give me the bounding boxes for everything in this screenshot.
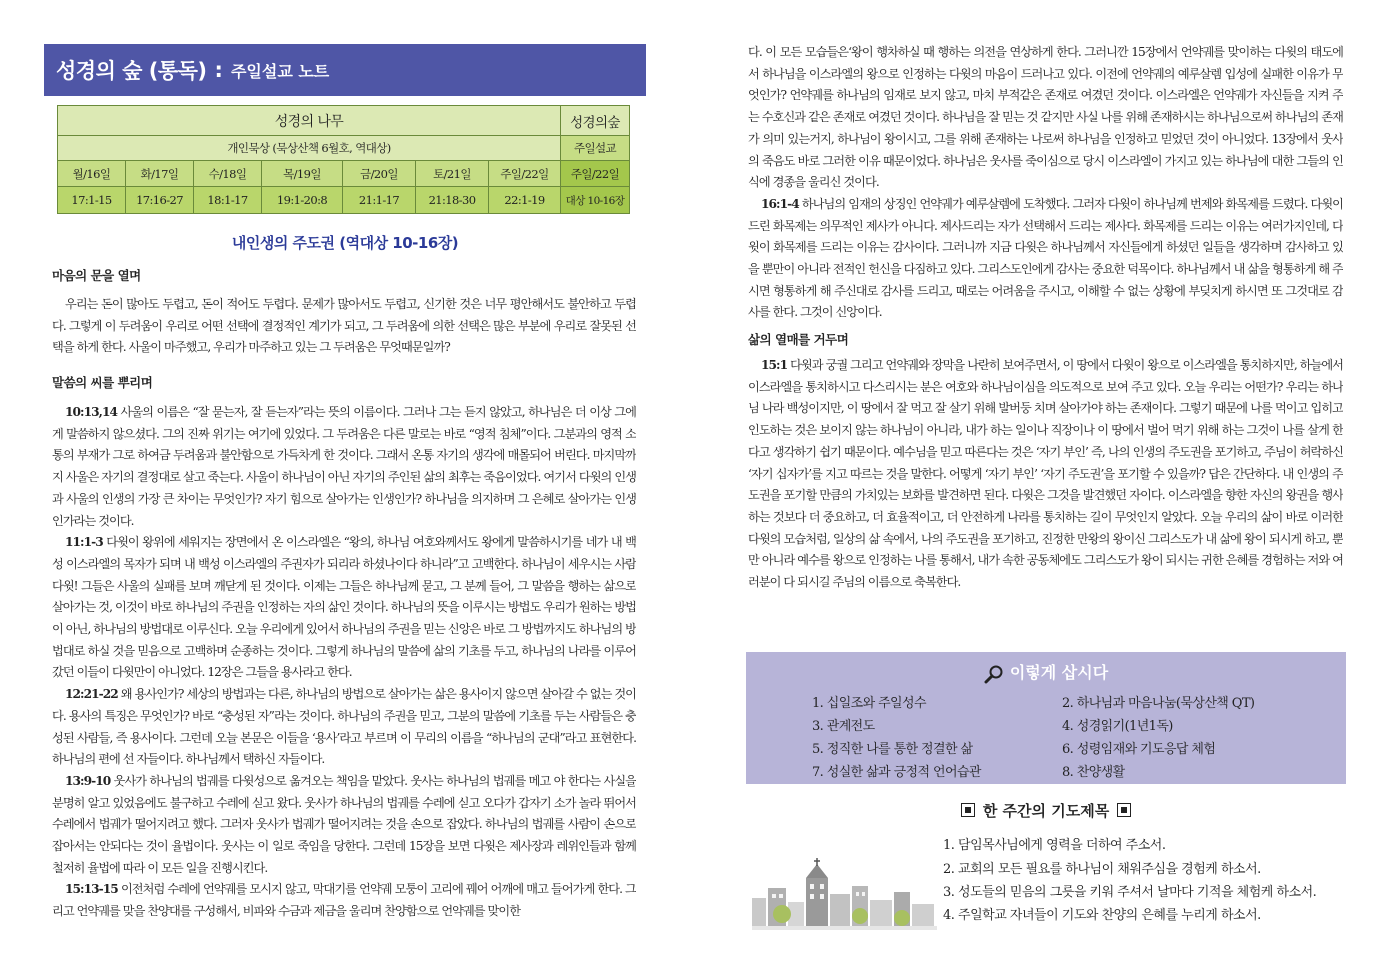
live-item: 3. 관계전도 bbox=[812, 719, 875, 734]
table-header-tree: 성경의 나무 bbox=[58, 106, 561, 136]
reading-cell-sermon: 대상 10-16장 bbox=[561, 187, 630, 214]
magnifier-icon bbox=[984, 664, 1004, 684]
section-heading-open-heart: 마음의 문을 열며 bbox=[52, 268, 141, 283]
live-item: 5. 정직한 나를 통한 정결한 삶 bbox=[812, 742, 973, 757]
day-cell: 화/17일 bbox=[126, 161, 194, 187]
sermon-body-left bbox=[52, 402, 636, 927]
prayer-title: 한 주간의 기도제목 bbox=[982, 802, 1110, 820]
paragraph-text: 다윗이 왕위에 세워지는 장면에서 온 이스라엘은 “왕의, 하나님 여호와께서도 왕에게 말씀하시기를 네가 내 백성 이스라엘의 목자가 되며 내 백성 이스라엘의 주권자가 되리라 하셨나이다 하니라”고 고백한다. 하나님이 세우시는 사람 다윗! 그들은 사울의 실패를 보며 깨닫게 된 것이다. 이제는 그들은 하나님께 묻고, 그 분께 들어, 그 말씀을 행하는 삶으로 살아가는 것, 이것이 바로 하나님의 주권을 인정하는 자의 삶인 것이다. 하나님의 뜻을 이루시는 방법도 우리가 원하는 방법이 아닌, 하나님의 방법대로 이루신다. 오늘 우리에게 있어서 하나님의 주권을 믿는 신앙은 바로 그 방법까지도 하나님의 방법대로 하실 것을 믿음으로 고백하며 순종하는 것이다. 그렇게 하나님의 말씀에 삶의 기초를 두고, 하나님의 나라를 이루어 갔던 이들이 다윗만이 아니었다. 12장은 그들을 용사라고 한다. bbox=[52, 535, 636, 680]
prayer-item: 3. 성도들의 믿음의 그릇을 키워 주셔서 날마다 기적을 체험케 하소서. bbox=[943, 885, 1317, 900]
square-bullet-icon bbox=[1117, 803, 1131, 817]
reading-cell: 21:1-17 bbox=[343, 187, 416, 214]
day-cell: 수/18일 bbox=[194, 161, 262, 187]
verse-ref: 11:1-3 bbox=[65, 535, 103, 550]
sermon-body-right-2 bbox=[748, 355, 1343, 617]
prayer-item: 1. 담임목사님에게 영력을 더하여 주소서. bbox=[943, 838, 1166, 853]
live-item: 8. 찬양생활 bbox=[1062, 765, 1125, 780]
verse-ref: 10:13,14 bbox=[65, 405, 118, 419]
paragraph-text: 웃사가 하나님의 법궤를 다윗성으로 옮겨오는 책임을 맡았다. 웃사는 하나님의 법궤를 메고 야 한다는 사실을 분명히 알고 있었음에도 불구하고 수레에 싣고 왔다. 웃사가 하나님의 법궤를 수레에 싣고 오다가 갑자기 소가 놀라 뛰어서 수레에서 법궤가 떨어지려고 했다. 그러자 웃사가 법궤가 떨어지려는 것을 손으로 잡았다. 하나님의 법궤를 사람이 손으로 잡아서는 안되다는 것이 율법이다. 웃사는 이 일로 죽임을 당한다. 그런데 15장을 보면 다윗은 제사장과 레위인들과 함께 철저히 율법에 따라 이 모든 일을 진행시킨다. bbox=[52, 773, 636, 875]
day-cell: 금/20일 bbox=[343, 161, 416, 187]
paragraph-text: 다. 이 모든 모습들은‘왕이 행차하실 때 행하는 의전을 연상하게 한다. 그러니깐 15장에서 언약궤를 맞이하는 다윗의 태도에서 하나님을 이스라엘의 왕으로 인정하는 다윗의 마음이 드러나고 있다. 이전에 언약궤의 예루살렘 입성에 실패한 이유가 무엇인가? 언약궤를 하나님의 임재로 보지 않고, 마치 부적같은 존재로 여겼던 것이다. 이스라엘은 언약궤가 자신들을 지켜 주는 수호신과 같은 존재로 여겼던 것이다. 하나님을 잘 믿는 것 같지만 사실 나를 위해 존재하시는 하나님으로써 하나님의 존재가 의미 있는거지, 하나님이 왕이시고, 그를 위해 존재하는 나로써 하나님을 인정하고 믿었던 것이 아니었다. 13장에서 웃사의 죽음도 바로 그러한 이유 때문이었다. 하나님은 웃사를 죽이심으로 당시 이스라엘이 가지고 있는 하나님에 대한 그들의 인식에 경종을 울리신 것이다. bbox=[748, 45, 1343, 190]
sermon-body-right bbox=[748, 42, 1343, 324]
live-item: 6. 성령임재와 기도응답 체험 bbox=[1062, 742, 1216, 757]
live-item: 1. 십일조와 주일성수 bbox=[812, 696, 926, 711]
table-header-forest: 성경의숲 bbox=[561, 106, 630, 136]
live-like-this-box bbox=[746, 652, 1346, 784]
table-subheader-personal: 개인묵상 (묵상산책 6월호, 역대상) bbox=[58, 136, 561, 161]
reading-cell: 19:1-20:8 bbox=[262, 187, 343, 214]
reading-cell: 21:18-30 bbox=[416, 187, 489, 214]
day-cell-sunday: 주일/22일 bbox=[561, 161, 630, 187]
paragraph-open: 우리는 돈이 많아도 두렵고, 돈이 적어도 두렵다. 문제가 많아서도 두렵고, 신기한 것은 너무 평안해서도 불안하고 두렵다. 그렇게 이 두려움이 우리로 어떤 선택에 결정적인 계기가 되고, 그 두려움에 의한 선택은 많은 부분에 우리로 잘못된 선택을 하게 한다. 사울이 마주했고, 우리가 마주하고 있는 그 두려움은 무엇때문일까? bbox=[52, 297, 636, 355]
reading-cell: 22:1-19 bbox=[489, 187, 561, 214]
verse-ref: 15:1 bbox=[761, 358, 788, 372]
sermon-title: 내인생의 주도권 (역대상 10-16장) bbox=[231, 234, 459, 252]
church-town-illustration bbox=[752, 858, 937, 930]
prayer-item: 4. 주일학교 자녀들이 기도와 찬양의 은혜를 누리게 하소서. bbox=[943, 908, 1261, 923]
live-item: 2. 하나님과 마음나눔(묵상산책 QT) bbox=[1062, 696, 1255, 711]
day-cell: 토/21일 bbox=[416, 161, 489, 187]
prayer-heading bbox=[746, 800, 1346, 821]
reading-cell: 17:1-15 bbox=[58, 187, 126, 214]
day-cell: 월/16일 bbox=[58, 161, 126, 187]
live-item: 7. 성실한 삶과 긍정적 언어습관 bbox=[812, 765, 981, 780]
reading-cell: 18:1-17 bbox=[194, 187, 262, 214]
day-cell: 주일/22일 bbox=[489, 161, 561, 187]
live-item: 4. 성경읽기(1년1독) bbox=[1062, 719, 1173, 734]
paragraph-text: 다윗과 궁궐 그리고 언약궤와 장막을 나란히 보여주면서, 이 땅에서 다윗이 왕으로 이스라엘을 통치하지만, 하늘에서 이스라엘을 통치하시고 다스리시는 분은 여호와 하나님이심을 의도적으로 보여 주고 있다. 오늘 우리는 어떤가? 우리는 하나님 나라 백성이지만, 이 땅에서 잘 먹고 잘 살기 위해 발버둥 치며 살아가야 하는 존재이다. 그렇기 때문에 나를 먹이고 입히고 인도하는 것은 보이지 않는 하나님이 아니라, 내가 하는 일이나 직장이나 이 땅에서 벌어 먹기 위해 하는 그것이 나를 살게 한다고 생각하기 쉽기 때문이다. 예수님을 믿고 따른다는 것은 ‘자기 부인’ 즉, 나의 인생의 주도권을 포기하고, 주님이 허락하신 ‘자기 십자가’를 지고 따르는 것을 말한다. 어떻게 ‘자기 부인’ ‘자기 주도권’을 포기할 수 있을까? 답은 간단하다. 내 인생의 주도권을 포기할 만큼의 가치있는 보화를 발견하면 된다. 다윗은 그것을 발견했던 자이다. 이스라엘을 향한 자신의 왕권을 행사하는 것보다 더 중요하고, 더 효율적이고, 더 안전하게 나라를 통치하는 길이 무엇인지 알았다. 오늘 우리의 삶이 바로 이러한 다윗의 모습처럼, 일상의 삶 속에서, 나의 주도권을 포기하고, 진정한 만왕의 왕이신 그리스도가 내 삶에 왕이 되시게 하고, 뿐만 아니라 예수를 왕으로 인정하는 나를 통해서, 내가 속한 공동체에도 그리스도가 왕이 되시는 귀한 은혜를 경험하는 저와 여러분이 다 되시길 주님의 이름으로 축복한다. bbox=[748, 358, 1343, 590]
banner-subtitle: 주일설교 노트 bbox=[230, 61, 330, 81]
day-cell: 목/19일 bbox=[262, 161, 343, 187]
paragraph-text: 하나님의 임재의 상징인 언약궤가 예루살렘에 도착했다. 그러자 다윗이 하나님께 번제와 화목제를 드렸다. 다윗이 드린 화목제는 의무적인 제사가 아니다. 제사드리는 자가 선택해서 드리는 제사다. 화목제를 드리는 이유는 여러가지인데, 다윗이 화목제를 드리는 이유는 감사이다. 그러니까 지금 다윗은 하나님께서 자신들에게 하셨던 일들을 생각하며 감사하고 있을 뿐만이 아니라 전적인 헌신을 다짐하고 있다. 그리스도인에게 감사는 중요한 덕목이다. 하나님께서 내 삶을 형통하게 해 주시면 형통하게 해 주신대로 감사를 드리고, 때로는 어려움을 주시고, 이해할 수 없는 상황에 부딪치게 하시면 또 그것대로 감사를 한다. 그것이 신앙이다. bbox=[748, 196, 1343, 320]
paragraph-text: 사울의 이름은 “잘 묻는자, 잘 듣는자”라는 뜻의 이름이다. 그러나 그는 듣지 않았고, 하나님은 더 이상 그에게 말씀하지 않으셨다. 그의 진짜 위기는 여기에 있었다. 그 두려움은 다른 말로는 바로 “영적 침체”이다. 그분과의 영적 소통의 부재가 그로 하여금 두려움과 불안함으로 가득차게 한 것이다. 그래서 온통 자기의 생각에 매몰되어 버린다. 마지막까지 사울은 자기의 결정대로 살고 죽는다. 사울이 하나님이 아닌 자기의 주인된 삶의 최후는 죽음이었다. 여기서 다윗의 인생과 사울의 인생의 가장 큰 차이는 무엇인가? 자기 힘으로 살아가는 인생인가? 하나님을 의지하며 그 은혜로 살아가는 인생인가라는 것이다. bbox=[52, 405, 636, 528]
verse-ref: 13:9-10 bbox=[65, 773, 111, 788]
section-banner bbox=[44, 44, 646, 96]
section-heading-reap-life: 삶의 열매를 거두며 bbox=[748, 332, 849, 347]
prayer-item: 2. 교회의 모든 필요를 하나님이 채워주심을 경험케 하소서. bbox=[943, 862, 1261, 877]
reading-schedule-table bbox=[57, 105, 630, 214]
reading-cell: 17:16-27 bbox=[126, 187, 194, 214]
verse-ref: 15:13-15 bbox=[65, 882, 118, 897]
live-like-this-heading bbox=[746, 660, 1346, 684]
square-bullet-icon bbox=[961, 803, 975, 817]
verse-ref: 12:21-22 bbox=[65, 687, 118, 702]
verse-ref: 16:1-4 bbox=[761, 196, 799, 211]
live-like-this-title: 이렇게 삽시다 bbox=[1009, 663, 1109, 682]
paragraph-text: 왜 용사인가? 세상의 방법과는 다른, 하나님의 방법으로 살아가는 삶은 용사이지 않으면 살아갈 수 없는 것이다. 용사의 특징은 무엇인가? 바로 “충성된 자”라는 것이다. 하나님의 주권을 믿고, 그분의 말씀에 기초를 두는 사람들은 충성된 사람들, 즉 용사이다. 그런데 오늘 본문은 이들을 ‘용사’라고 부르며 이 무리의 이름을 “하나님의 군대”라고 표현한다. 하나님의 편에 선 자들이다. 하나님께서 택하신 자들이다. bbox=[52, 687, 636, 767]
banner-separator: : bbox=[214, 58, 223, 82]
table-subheader-sermon: 주일설교 bbox=[561, 136, 630, 161]
section-heading-sow-word: 말씀의 씨를 뿌리며 bbox=[52, 375, 153, 390]
paragraph-text: 이전처럼 수레에 언약궤를 모시지 않고, 막대기를 언약궤 모퉁이 고리에 꿰어 어깨에 매고 들어가게 한다. 그리고 언약궤를 맞을 찬양대를 구성해서, 비파와 수금과 제금을 울리며 찬양함으로 언약궤를 맞이한 bbox=[52, 882, 636, 919]
banner-title: 성경의 숲 (통독) bbox=[56, 59, 207, 83]
